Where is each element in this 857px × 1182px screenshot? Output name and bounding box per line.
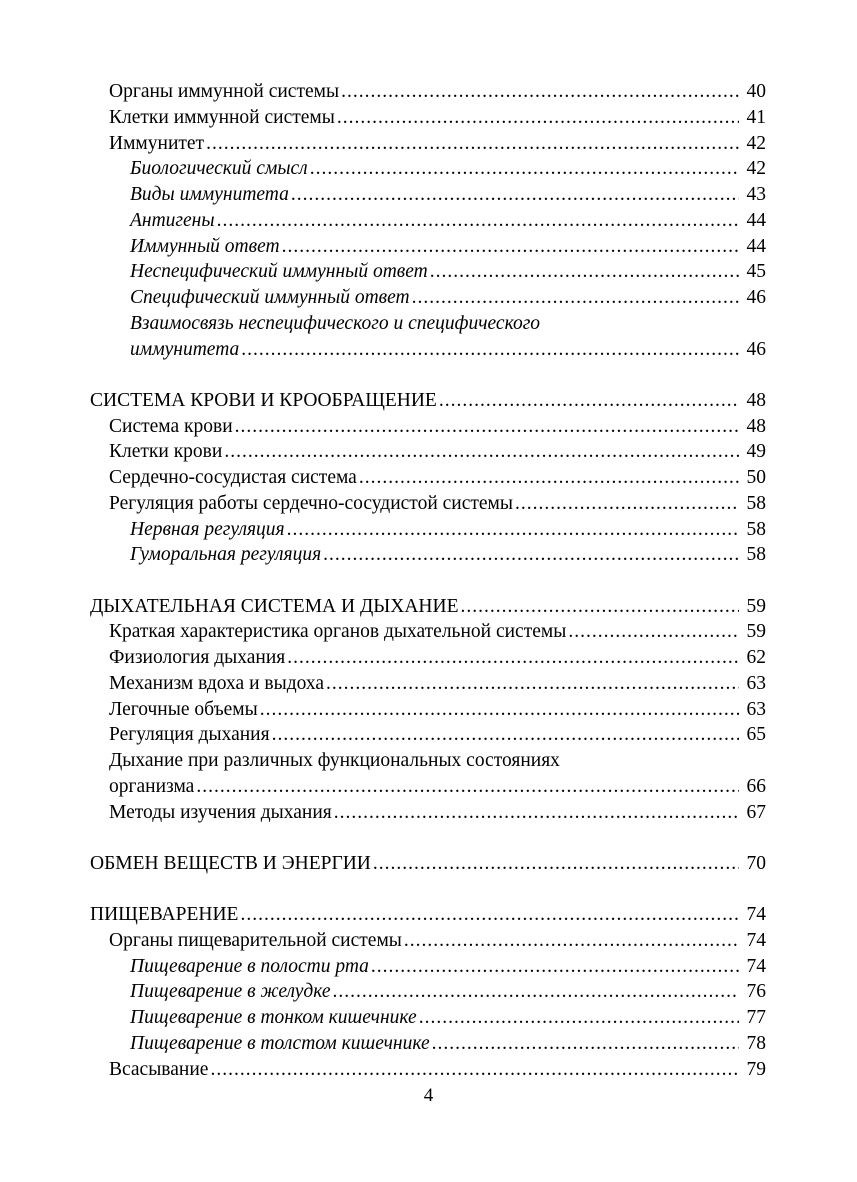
toc-entry-page: 58 [746, 518, 766, 540]
toc-subsection-entry-continuation[interactable] [90, 337, 766, 363]
toc-section-entry[interactable] [90, 928, 766, 954]
dot-leader [287, 517, 739, 543]
toc-entry-title: Клетки иммунной системы [109, 106, 335, 128]
toc-entry-page: 76 [746, 981, 766, 1003]
dot-leader [419, 1005, 739, 1031]
toc-subsection-entry[interactable] [90, 542, 766, 568]
toc-section-entry[interactable] [90, 748, 766, 774]
toc-section-entry-continuation[interactable] [90, 774, 766, 800]
toc-section-entry[interactable] [90, 439, 766, 465]
toc-entry-title: Легочные объемы [109, 698, 258, 720]
toc-entry-page: 41 [746, 106, 766, 128]
toc-entry-page: 48 [746, 415, 766, 437]
dot-leader [224, 439, 739, 465]
toc-section-entry[interactable] [90, 414, 766, 440]
dot-leader [235, 414, 739, 440]
toc-entry-title: Биологический смысл [130, 158, 308, 180]
dot-leader [371, 954, 739, 980]
toc-chapter-entry[interactable] [90, 902, 766, 928]
section-gap [90, 568, 766, 594]
toc-entry-title: Иммунитет [109, 132, 205, 154]
toc-entry-page: 42 [746, 158, 766, 180]
toc-entry-page: 59 [746, 595, 766, 617]
toc-entry-page: 65 [746, 724, 766, 746]
toc-entry-page: 74 [746, 955, 766, 977]
toc-subsection-entry[interactable] [90, 234, 766, 260]
toc-section-entry[interactable] [90, 105, 766, 131]
section-gap [90, 877, 766, 903]
toc-entry-title: Физиология дыхания [109, 647, 286, 668]
toc-entry-title: Регуляция работы сердечно-сосудистой системы [109, 492, 513, 514]
toc-chapter-entry[interactable] [90, 851, 766, 877]
toc-section-entry[interactable] [90, 722, 766, 748]
toc-entry-page: 50 [746, 467, 766, 488]
dot-leader [217, 208, 739, 234]
toc-section-entry[interactable] [90, 79, 766, 105]
toc-entry-title: Виды иммунитета [130, 184, 289, 205]
dot-leader [291, 182, 739, 208]
toc-entry-page: 66 [746, 775, 766, 797]
toc-entry-title: Органы иммунной системы [109, 81, 340, 102]
dot-leader [430, 259, 739, 285]
toc-entry-title: Сердечно-сосудистая система [109, 467, 357, 488]
toc-chapter-entry[interactable] [90, 388, 766, 414]
dot-leader [373, 851, 739, 877]
dot-leader [206, 131, 739, 157]
toc-subsection-entry[interactable] [90, 979, 766, 1005]
dot-leader [196, 774, 739, 800]
dot-leader [333, 979, 739, 1005]
toc-section-entry[interactable] [90, 491, 766, 517]
toc-subsection-entry[interactable] [90, 1031, 766, 1057]
toc-entry-title-continuation: иммунитета [130, 338, 240, 360]
page-number: 4 [423, 1085, 434, 1106]
toc-subsection-entry[interactable] [90, 285, 766, 311]
dot-leader [515, 491, 739, 517]
toc-entry-title: СИСТЕМА КРОВИ И КРООБРАЩЕНИЕ [90, 389, 437, 411]
dot-leader [359, 465, 739, 491]
toc-subsection-entry[interactable] [90, 517, 766, 543]
dot-leader [240, 902, 739, 928]
dot-leader [404, 928, 739, 954]
toc-entry-page: 70 [746, 852, 766, 874]
toc-section-entry[interactable] [90, 131, 766, 157]
toc-entry-page: 48 [746, 389, 766, 411]
toc-subsection-entry[interactable] [90, 156, 766, 182]
toc-entry-page: 63 [746, 698, 766, 720]
toc-chapter-entry[interactable] [90, 594, 766, 620]
toc-entry-page: 77 [746, 1007, 766, 1028]
dot-leader [310, 156, 739, 182]
toc-entry-title: Пищеварение в полости рта [130, 955, 369, 977]
dot-leader [287, 645, 739, 671]
toc-entry-title: Гуморальная регуляция [130, 544, 322, 566]
toc-subsection-entry[interactable] [90, 1005, 766, 1031]
toc-entry-title: Органы пищеварительной системы [109, 929, 402, 951]
toc-entry-page: 74 [746, 929, 766, 951]
toc-entry-title: Пищеварение в тонком кишечнике [130, 1007, 417, 1028]
toc-entry-page: 45 [746, 261, 766, 283]
toc-entry-page: 40 [746, 81, 766, 102]
toc-entry-title: Пищеварение в желудке [130, 981, 331, 1003]
dot-leader [210, 1057, 739, 1083]
toc-subsection-entry[interactable] [90, 208, 766, 234]
toc-entry-title: Антигены [130, 209, 215, 231]
dot-leader [241, 337, 739, 363]
table-of-contents [90, 79, 766, 1082]
section-gap [90, 825, 766, 851]
dot-leader [341, 79, 739, 105]
toc-section-entry[interactable] [90, 1057, 766, 1083]
toc-entry-page: 44 [746, 209, 766, 231]
toc-subsection-entry[interactable] [90, 259, 766, 285]
toc-entry-page: 63 [746, 672, 766, 694]
dot-leader [260, 697, 739, 723]
toc-entry-page: 44 [746, 235, 766, 257]
toc-entry-title: Нервная регуляция [130, 518, 285, 540]
toc-entry-page: 59 [746, 621, 766, 643]
toc-entry-title: Взаимосвязь неспецифического и специфического [130, 312, 541, 334]
toc-entry-title: Дыхание при различных функциональных состояниях [109, 750, 560, 771]
toc-entry-title-continuation: организма [109, 775, 195, 797]
toc-entry-title: Специфический иммунный ответ [130, 287, 410, 308]
toc-subsection-entry[interactable] [90, 182, 766, 208]
toc-entry-page: 67 [746, 801, 766, 823]
toc-entry-title: Иммунный ответ [130, 235, 280, 257]
toc-section-entry[interactable] [90, 671, 766, 697]
toc-entry-page: 49 [746, 441, 766, 463]
toc-entry-title: ПИЩЕВАРЕНИЕ [90, 904, 239, 925]
dot-leader [326, 671, 739, 697]
toc-entry-title: Всасывание [109, 1058, 209, 1080]
toc-section-entry[interactable] [90, 697, 766, 723]
dot-leader [334, 800, 739, 826]
toc-entry-page: 74 [746, 904, 766, 925]
dot-leader [337, 105, 739, 131]
dot-leader [272, 722, 739, 748]
toc-entry-title: Механизм вдоха и выдоха [109, 672, 325, 694]
dot-leader [439, 388, 739, 414]
toc-entry-page: 79 [746, 1058, 766, 1080]
toc-section-entry[interactable] [90, 465, 766, 491]
dot-leader [412, 285, 739, 311]
dot-leader [568, 619, 739, 645]
toc-entry-title: Клетки крови [109, 441, 223, 463]
toc-entry-title: Система крови [109, 415, 233, 437]
toc-entry-page: 78 [746, 1032, 766, 1054]
dot-leader [432, 1031, 739, 1057]
toc-entry-title: Регуляция дыхания [109, 724, 270, 746]
toc-subsection-entry[interactable] [90, 311, 766, 337]
dot-leader [323, 542, 739, 568]
toc-entry-title: Неспецифический иммунный ответ [130, 261, 428, 283]
toc-entry-title: ОБМЕН ВЕЩЕСТВ И ЭНЕРГИИ [90, 852, 371, 874]
toc-entry-page: 46 [746, 287, 766, 308]
toc-entry-title: Краткая характеристика органов дыхательной системы [109, 621, 567, 643]
dot-leader [282, 234, 739, 260]
toc-entry-page: 62 [746, 647, 766, 668]
toc-subsection-entry[interactable] [90, 954, 766, 980]
toc-section-entry[interactable] [90, 800, 766, 826]
toc-entry-title: ДЫХАТЕЛЬНАЯ СИСТЕМА И ДЫХАНИЕ [90, 595, 459, 617]
toc-section-entry[interactable] [90, 645, 766, 671]
toc-entry-page: 42 [746, 132, 766, 154]
toc-entry-title: Пищеварение в толстом кишечнике [130, 1032, 430, 1054]
toc-entry-page: 43 [746, 184, 766, 205]
section-gap [90, 362, 766, 388]
toc-section-entry[interactable] [90, 619, 766, 645]
dot-leader [461, 594, 739, 620]
toc-entry-page: 46 [746, 338, 766, 360]
toc-entry-title: Методы изучения дыхания [109, 801, 332, 823]
toc-entry-page: 58 [746, 544, 766, 566]
toc-entry-page: 58 [746, 492, 766, 514]
